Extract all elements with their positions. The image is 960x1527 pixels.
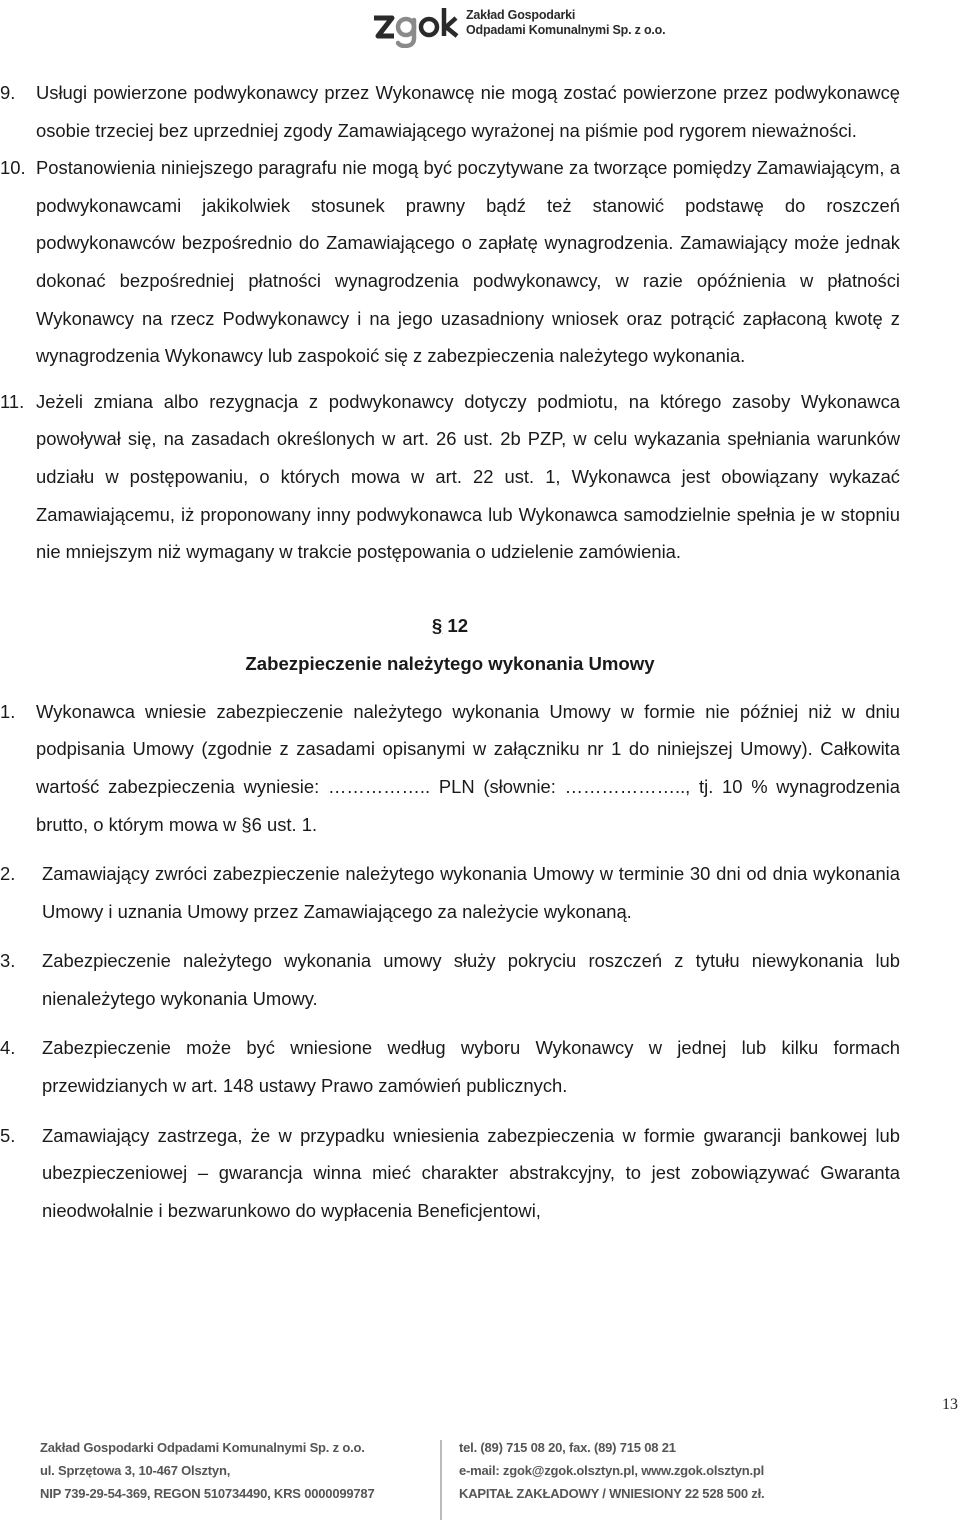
paragraph-text: Postanowienia niniejszego paragrafu nie mogą być poczytywane za tworzące pomiędzy Zamawiającym, a podwykonawcami jakikolwiek stosunek prawny bądź też stanowić podstawę do roszczeń podwykonawców bezpośrednio do Zamawiającego o zapłatę wynagrodzenia. Zamawiający może jednak dokonać bezpośredniej płatności wynagrodzenia podwykonawcy, w razie opóźnienia w płatności Wykonawcy na rzecz Podwykonawcy i na jego uzasadniony wniosek oraz potrącić zapłaconą kwotę z wynagrodzenia Wykonawcy lub zaspokoić się z zabezpieczenia należytego wykonania. (36, 157, 900, 367)
footer-contact (459, 1436, 764, 1505)
paragraph-text: Zabezpieczenie należytego wykonania umowy służy pokryciu roszczeń z tytułu niewykonania lub nienależytego wykonania Umowy. (42, 950, 900, 1009)
section-number-value: 12 (447, 614, 469, 636)
footer-divider (440, 1440, 442, 1520)
paragraph-10 (0, 149, 900, 375)
page-footer (0, 1436, 960, 1527)
page-header (0, 0, 960, 48)
paragraph-9 (0, 74, 900, 149)
paragraph-number: 3. (0, 950, 16, 972)
paragraph-text: Jeżeli zmiana albo rezygnacja z podwykonawcy dotyczy podmiotu, na którego zasoby Wykonawca powoływał się, na zasadach określonych w art. 26 ust. 2b PZP, w celu wykazania spełniania warunków udziału w postępowaniu, o których mowa w art. 22 ust. 1, Wykonawca jest obowiązany wykazać Zamawiającemu, iż proponowany inny podwykonawca lub Wykonawca samodzielnie spełnia je w stopniu nie mniejszym niż wymagany w trakcie postępowania o udzielenie zamówienia. (36, 390, 900, 563)
paragraph-text: Zamawiający zwróci zabezpieczenie należytego wykonania Umowy w terminie 30 dni od dnia wykonania Umowy i uznania Umowy przez Zamawiającego za należycie wykonaną. (42, 863, 900, 922)
section-paragraph-2 (0, 855, 900, 930)
footer-capital: KAPITAŁ ZAKŁADOWY / WNIESIONY 22 528 500 zł. (459, 1486, 765, 1501)
footer-street: ul. Sprzętowa 3, 10-467 Olsztyn, (40, 1463, 231, 1478)
paragraph-text: Zamawiający zastrzega, że w przypadku wniesienia zabezpieczenia w formie gwarancji bankowej lub ubezpieczeniowej – gwarancja winna mieć charakter abstrakcyjny, to jest zobowiązywać Gwaranta nieodwołalnie i bezwarunkowo do wypłacenia Beneficjentowi, (42, 1124, 900, 1221)
page-number: 13 (942, 1396, 958, 1413)
paragraph-number: 11. (0, 390, 25, 412)
company-name (466, 8, 665, 38)
footer-company-name: Zakład Gospodarki Odpadami Komunalnymi Sp. z o.o. (40, 1440, 365, 1455)
footer-address (40, 1436, 375, 1505)
paragraph-number: 1. (0, 700, 16, 722)
footer-phone: tel. (89) 715 08 20, fax. (89) 715 08 21 (459, 1440, 676, 1455)
footer-registration: NIP 739-29-54-369, REGON 510734490, KRS 0000099787 (40, 1486, 375, 1501)
company-name-line-2: Odpadami Komunalnymi Sp. z o.o. (466, 23, 666, 37)
footer-email: e-mail: zgok@zgok.olsztyn.pl, www.zgok.olsztyn.pl (459, 1463, 765, 1478)
paragraph-number: 2. (0, 863, 16, 885)
document-body (0, 74, 900, 1229)
paragraph-number: 9. (0, 82, 16, 103)
section-number (0, 613, 900, 639)
section-paragraph-3 (0, 942, 900, 1017)
paragraph-number: 10. (0, 157, 26, 179)
section-sign: § (431, 614, 443, 636)
section-title: Zabezpieczenie należytego wykonania Umowy (245, 652, 655, 674)
paragraph-text: Wykonawca wniesie zabezpieczenie należytego wykonania Umowy w formie nie później niż w dniu podpisania Umowy (zgodnie z zasadami opisanymi w załączniku nr 1 do niniejszej Umowy). Całkowita wartość zabezpieczenia wyniesie: …………….. PLN (słownie: ……………….., tj. 10 % wynagrodzenia brutto, o którym mowa w §6 ust. 1. (36, 700, 900, 835)
paragraph-text: Usługi powierzone podwykonawcy przez Wykonawcę nie mogą zostać powierzone przez podwykonawcę osobie trzeciej bez uprzedniej zgody Zamawiającego wyrażonej na piśmie pod rygorem nieważności. (36, 82, 900, 141)
paragraph-number: 4. (0, 1037, 16, 1059)
company-name-line-1: Zakład Gospodarki (466, 8, 576, 22)
paragraph-number: 5. (0, 1124, 16, 1146)
section-paragraph-4 (0, 1029, 900, 1104)
paragraph-text: Zabezpieczenie może być wniesione według wyboru Wykonawcy w jednej lub kilku formach przewidzianych w art. 148 ustawy Prawo zamówień publicznych. (42, 1037, 900, 1097)
company-logo (372, 4, 460, 46)
section-paragraph-5 (0, 1117, 900, 1230)
paragraph-11 (0, 383, 900, 571)
section-paragraph-1 (0, 693, 900, 843)
